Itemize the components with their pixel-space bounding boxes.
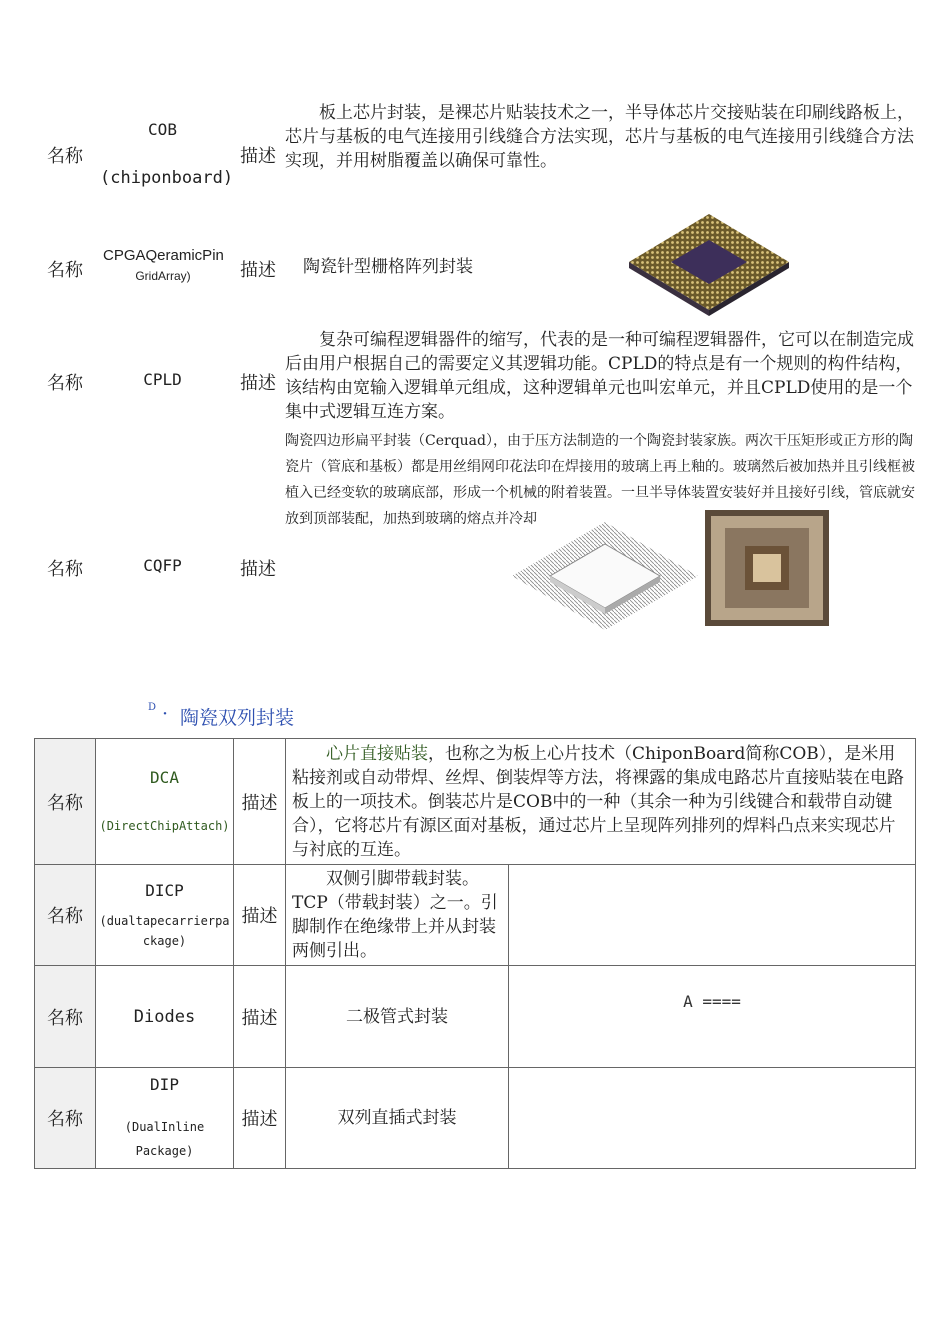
- desc-label: 描述: [234, 739, 286, 865]
- package-table: [34, 738, 916, 1169]
- row-label: 名称: [47, 146, 83, 167]
- package-name: [103, 247, 223, 287]
- row-label: 名称: [35, 1068, 96, 1169]
- package-description: 陶瓷针型栅格阵列封装: [303, 257, 473, 277]
- package-code: DICP: [145, 881, 184, 900]
- package-code: CPGAQeramicPin: [103, 247, 224, 264]
- table-row: [35, 865, 916, 966]
- row-label: 名称: [47, 559, 83, 580]
- cqfp-package-image: [510, 520, 700, 632]
- package-code: DCA: [150, 767, 179, 787]
- package-description: 二极管式封装: [286, 966, 509, 1068]
- package-fullname: (chiponboard): [100, 168, 234, 188]
- package-code: CQFP: [143, 556, 182, 575]
- cqfp-die-image: [705, 510, 829, 626]
- section-title: 陶瓷双列封装: [180, 707, 295, 729]
- section-marker: D: [148, 702, 157, 713]
- package-code: DIP: [150, 1075, 179, 1094]
- desc-label: 描述: [240, 373, 276, 394]
- package-description: 复杂可编程逻辑器件的缩写，代表的是一种可编程逻辑器件，它可以在制造完成后由用户根据自己的需要定义其逻辑功能。CPLD的特点是有一个规则的构件结构，该结构由宽输入逻辑单元组成，这种逻辑单元也叫宏单元，并且CPLD使用的是一个集中式逻辑互连方案。: [285, 330, 914, 422]
- cpga-chip-image: [625, 210, 793, 318]
- desc-label: 描述: [240, 260, 276, 281]
- row-label: 名称: [35, 966, 96, 1068]
- table-row: [35, 739, 916, 865]
- desc-label: 描述: [234, 865, 286, 966]
- package-name: [96, 1068, 234, 1169]
- package-fullname: (DirectChipAttach): [99, 818, 230, 833]
- image-cell: [509, 865, 916, 966]
- package-description: 心片直接贴装，也称之为板上心片技术（ChiponBoard简称COB），是米用粘接剂或自动带焊、丝焊、倒装焊等方法，将裸露的集成电路芯片直接贴装在电路板上的一项技术。倒装芯片是COB中的一种（其余一种为引线键合和载带自动键合），它将芯片有源区面对基板，通过芯片上呈现阵列排列的焊料凸点来实现芯片与衬底的互连。: [286, 739, 916, 865]
- row-label: 名称: [35, 739, 96, 865]
- desc-label: 描述: [234, 966, 286, 1068]
- package-description: 双列直插式封装: [286, 1068, 509, 1169]
- package-code: CPLD: [143, 370, 182, 389]
- package-description: 双侧引脚带载封装。TCP（带载封装）之一。引脚制作在绝缘带上并从封装两侧引出。: [286, 865, 509, 966]
- section-bullet: ·: [162, 703, 169, 725]
- table-row: [35, 1068, 916, 1169]
- image-cell: [509, 1068, 916, 1169]
- package-description: 板上芯片封装，是裸芯片贴装技术之一，半导体芯片交接贴装在印刷线路板上，芯片与基板的电气连接用引线缝合方法实现，芯片与基板的电气连接用引线缝合方法实现，并用树脂覆盖以确保可靠性。: [285, 103, 914, 171]
- package-fullname: (DualInline Package): [124, 1120, 205, 1158]
- desc-label: 描述: [234, 1068, 286, 1169]
- row-label: 名称: [47, 260, 83, 281]
- package-fullname: GridArray): [135, 269, 191, 283]
- package-code: Diodes: [96, 966, 234, 1068]
- row-label: 名称: [35, 865, 96, 966]
- package-code: COB: [148, 120, 177, 139]
- row-label: 名称: [47, 373, 83, 394]
- diode-symbol-text: A ====: [509, 966, 916, 1068]
- desc-label: 描述: [240, 146, 276, 167]
- desc-label: 描述: [240, 559, 276, 580]
- package-name: [96, 739, 234, 865]
- table-row: [35, 966, 916, 1068]
- package-fullname: (dualtapecarrierpackage): [99, 914, 230, 948]
- package-description: 陶瓷四边形扁平封装（Cerquad），由于压方法制造的一个陶瓷封装家族。两次干压矩形或正方形的陶瓷片（管底和基板）都是用丝绢网印花法印在焊接用的玻璃上再上釉的。玻璃然后被加热并且引线框被植入已经变软的玻璃底部，形成一个机械的附着装置。一旦半导体装置安装好并且接好引线，管底就安放到顶部装配，加热到玻璃的熔点并冷却: [285, 433, 915, 527]
- package-name: [96, 865, 234, 966]
- highlight-term: 心片直接贴装: [326, 743, 428, 764]
- package-name: [100, 118, 234, 190]
